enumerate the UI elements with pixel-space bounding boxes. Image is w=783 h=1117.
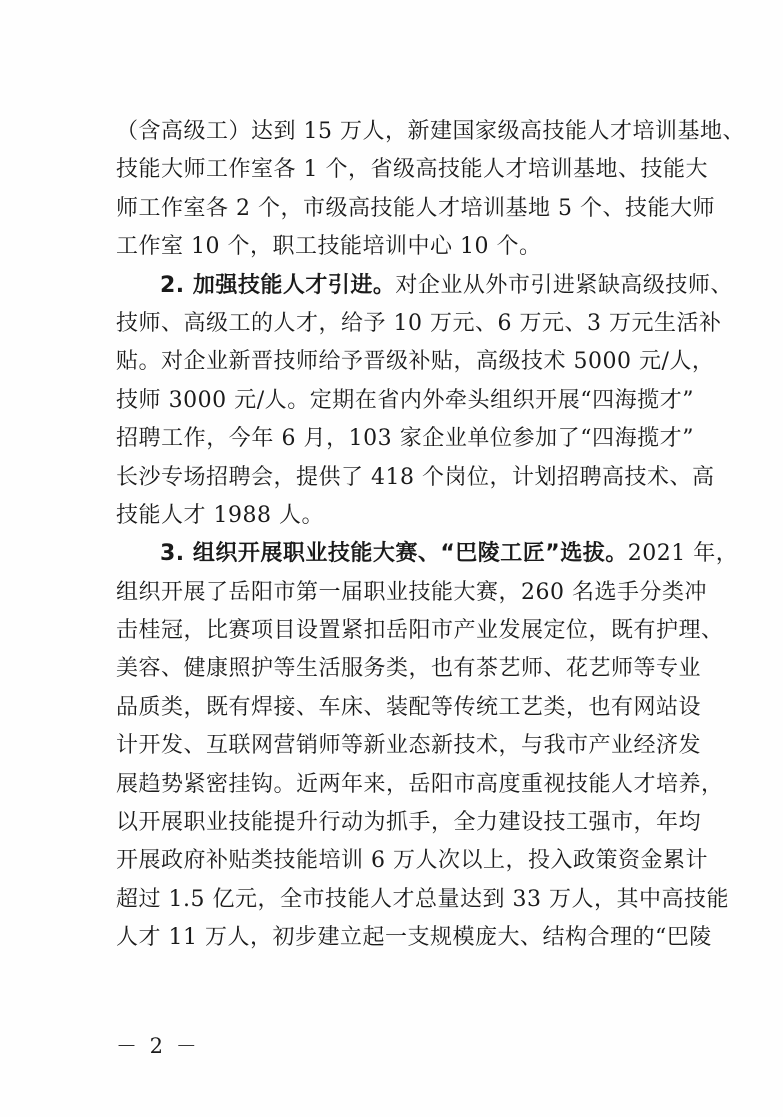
paragraph-line: 技能大师工作室各 1 个，省级高技能人才培训基地、技能大: [116, 157, 708, 183]
paragraph-line: 超过 1.5 亿元，全市技能人才总量达到 33 万人，其中高技能: [116, 886, 729, 912]
section-heading: 3. 组织开展职业技能大赛、“巴陵工匠”选拔。: [160, 541, 628, 567]
paragraph-text: 2021 年，: [627, 541, 739, 567]
paragraph-line: 技能人才 1988 人。: [116, 502, 324, 528]
paragraph-line: 招聘工作，今年 6 月，103 家企业单位参加了“四海揽才”: [116, 426, 694, 452]
paragraph-line: 人才 11 万人，初步建立起一支规模庞大、结构合理的“巴陵: [116, 925, 712, 951]
section-heading: 2. 加强技能人才引进。: [160, 272, 396, 298]
paragraph-line: 以开展职业技能提升行动为抓手，全力建设技工强市，年均: [116, 810, 702, 836]
paragraph-line: 计开发、互联网营销师等新业态新技术，与我市产业经济发: [116, 733, 702, 759]
paragraph-line: 工作室 10 个，职工技能培训中心 10 个。: [116, 234, 542, 260]
page-number: － 2 －: [116, 1034, 200, 1058]
paragraph-line: 品质类，既有焊接、车床、装配等传统工艺类，也有网站设: [116, 694, 702, 720]
paragraph-line: 长沙专场招聘会，提供了 418 个岗位，计划招聘高技术、高: [116, 464, 715, 490]
paragraph-line: （含高级工）达到 15 万人，新建国家级高技能人才培训基地、: [116, 119, 745, 144]
paragraph-line: 击桂冠，比赛项目设置紧扣岳阳市产业发展定位，既有护理、: [116, 618, 724, 644]
paragraph-line: 技师、高级工的人才，给予 10 万元、6 万元、3 万元生活补: [116, 310, 722, 336]
paragraph-line: 展趋势紧密挂钩。近两年来，岳阳市高度重视技能人才培养，: [116, 771, 724, 797]
paragraph-line: 技师 3000 元/人。定期在省内外牵头组织开展“四海揽才”: [116, 387, 694, 413]
paragraph-line: 组织开展了岳阳市第一届职业技能大赛，260 名选手分类冲: [116, 579, 707, 605]
paragraph-text: 对企业从外市引进紧缺高级技师、: [395, 272, 733, 298]
paragraph-line: 贴。对企业新晋技师给予晋级补贴，高级技术 5000 元/人，: [116, 349, 715, 375]
document-body: [116, 113, 745, 958]
paragraph-line: 美容、健康照护等生活服务类，也有茶艺师、花艺师等专业: [116, 656, 702, 682]
paragraph-line: [116, 267, 733, 305]
paragraph-line: [116, 535, 739, 573]
paragraph-line: 师工作室各 2 个，市级高技能人才培训基地 5 个、技能大师: [116, 195, 715, 221]
paragraph-line: 开展政府补贴类技能培训 6 万人次以上，投入政策资金累计: [116, 848, 708, 874]
